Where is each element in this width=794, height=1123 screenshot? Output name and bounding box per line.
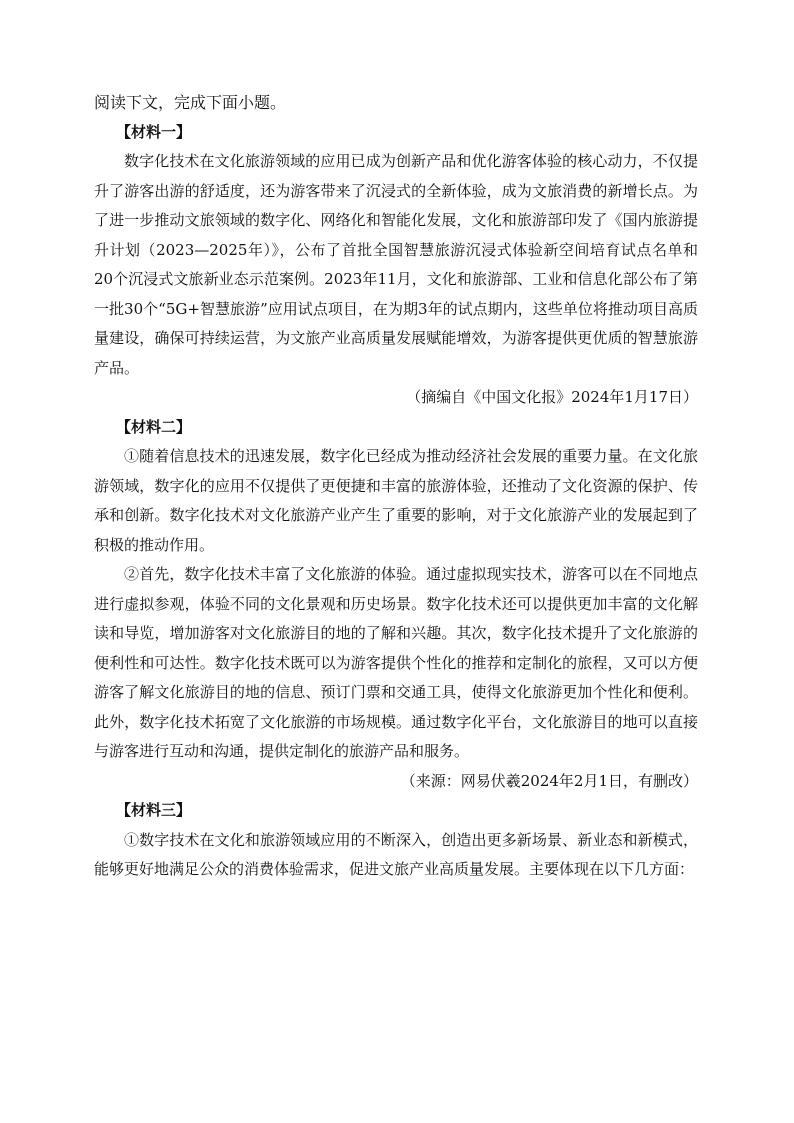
section-heading-2: 【材料二】 [116,417,192,436]
section-1-source: （摘编自《中国文化报》2024年1月17日） [406,388,698,406]
section-2-paragraph-2: ②首先，数字化技术丰富了文化旅游的体验。通过虚拟现实技术，游客可以在不同地点进行虚拟参观，体验不同的文化景观和历史场景。数字化技术还可以提供更加丰富的文化解读和导览，增加游客对文化旅游目的地的了解和兴趣。其次，数字化技术提升了文化旅游的便利性和可达性。数字化技术既可以为游客提供个性化的推荐和定制化的旅程，又可以方便游客了解文化旅游目的地的信息、预订门票和交通工具，使得文化旅游更加个性化和便利。此外，数字化技术拓宽了文化旅游的市场规模。通过数字化平台，文化旅游目的地可以直接与游客进行互动和沟通，提供定制化的旅游产品和服务。 [94,565,698,760]
section-1-paragraph-1: 数字化技术在文化旅游领域的应用已成为创新产品和优化游客体验的核心动力，不仅提升了游客出游的舒适度，还为游客带来了沉浸式的全新体验，成为文旅消费的新增长点。为了进一步推动文旅领域的数字化、网络化和智能化发展，文化和旅游部印发了《国内旅游提升计划（2023—2025年）》，公布了首批全国智慧旅游沉浸式体验新空间培育试点名单和20个沉浸式文旅新业态示范案例。2023年11月，文化和旅游部、工业和信息化部公布了第一批30个“5G+智慧旅游”应用试点项目，在为期3年的试点期内，这些单位将推动项目高质量建设，确保可持续运营，为文旅产业高质量发展赋能增效，为游客提供更优质的智慧旅游产品。 [94,152,698,377]
section-heading-1: 【材料一】 [116,122,192,141]
intro-instruction: 阅读下文，完成下面小题。 [94,93,287,112]
section-2-paragraph-1: ①随着信息技术的迅速发展，数字化已经成为推动经济社会发展的重要力量。在文化旅游领域，数字化的应用不仅提供了更便捷和丰富的旅游体验，还推动了文化资源的保护、传承和创新。数字化技术对文化旅游产业产生了重要的影响，对于文化旅游产业的发展起到了积极的推动作用。 [94,447,698,554]
document-body [94,88,698,885]
section-3-paragraph-1: ①数字技术在文化和旅游领域应用的不断深入，创造出更多新场景、新业态和新模式，能够更好地满足公众的消费体验需求，促进文旅产业高质量发展。主要体现在以下几方面： [94,830,698,878]
section-2-source: （来源：网易伏羲2024年2月1日，有删改） [400,771,698,790]
section-heading-3: 【材料三】 [116,801,192,819]
